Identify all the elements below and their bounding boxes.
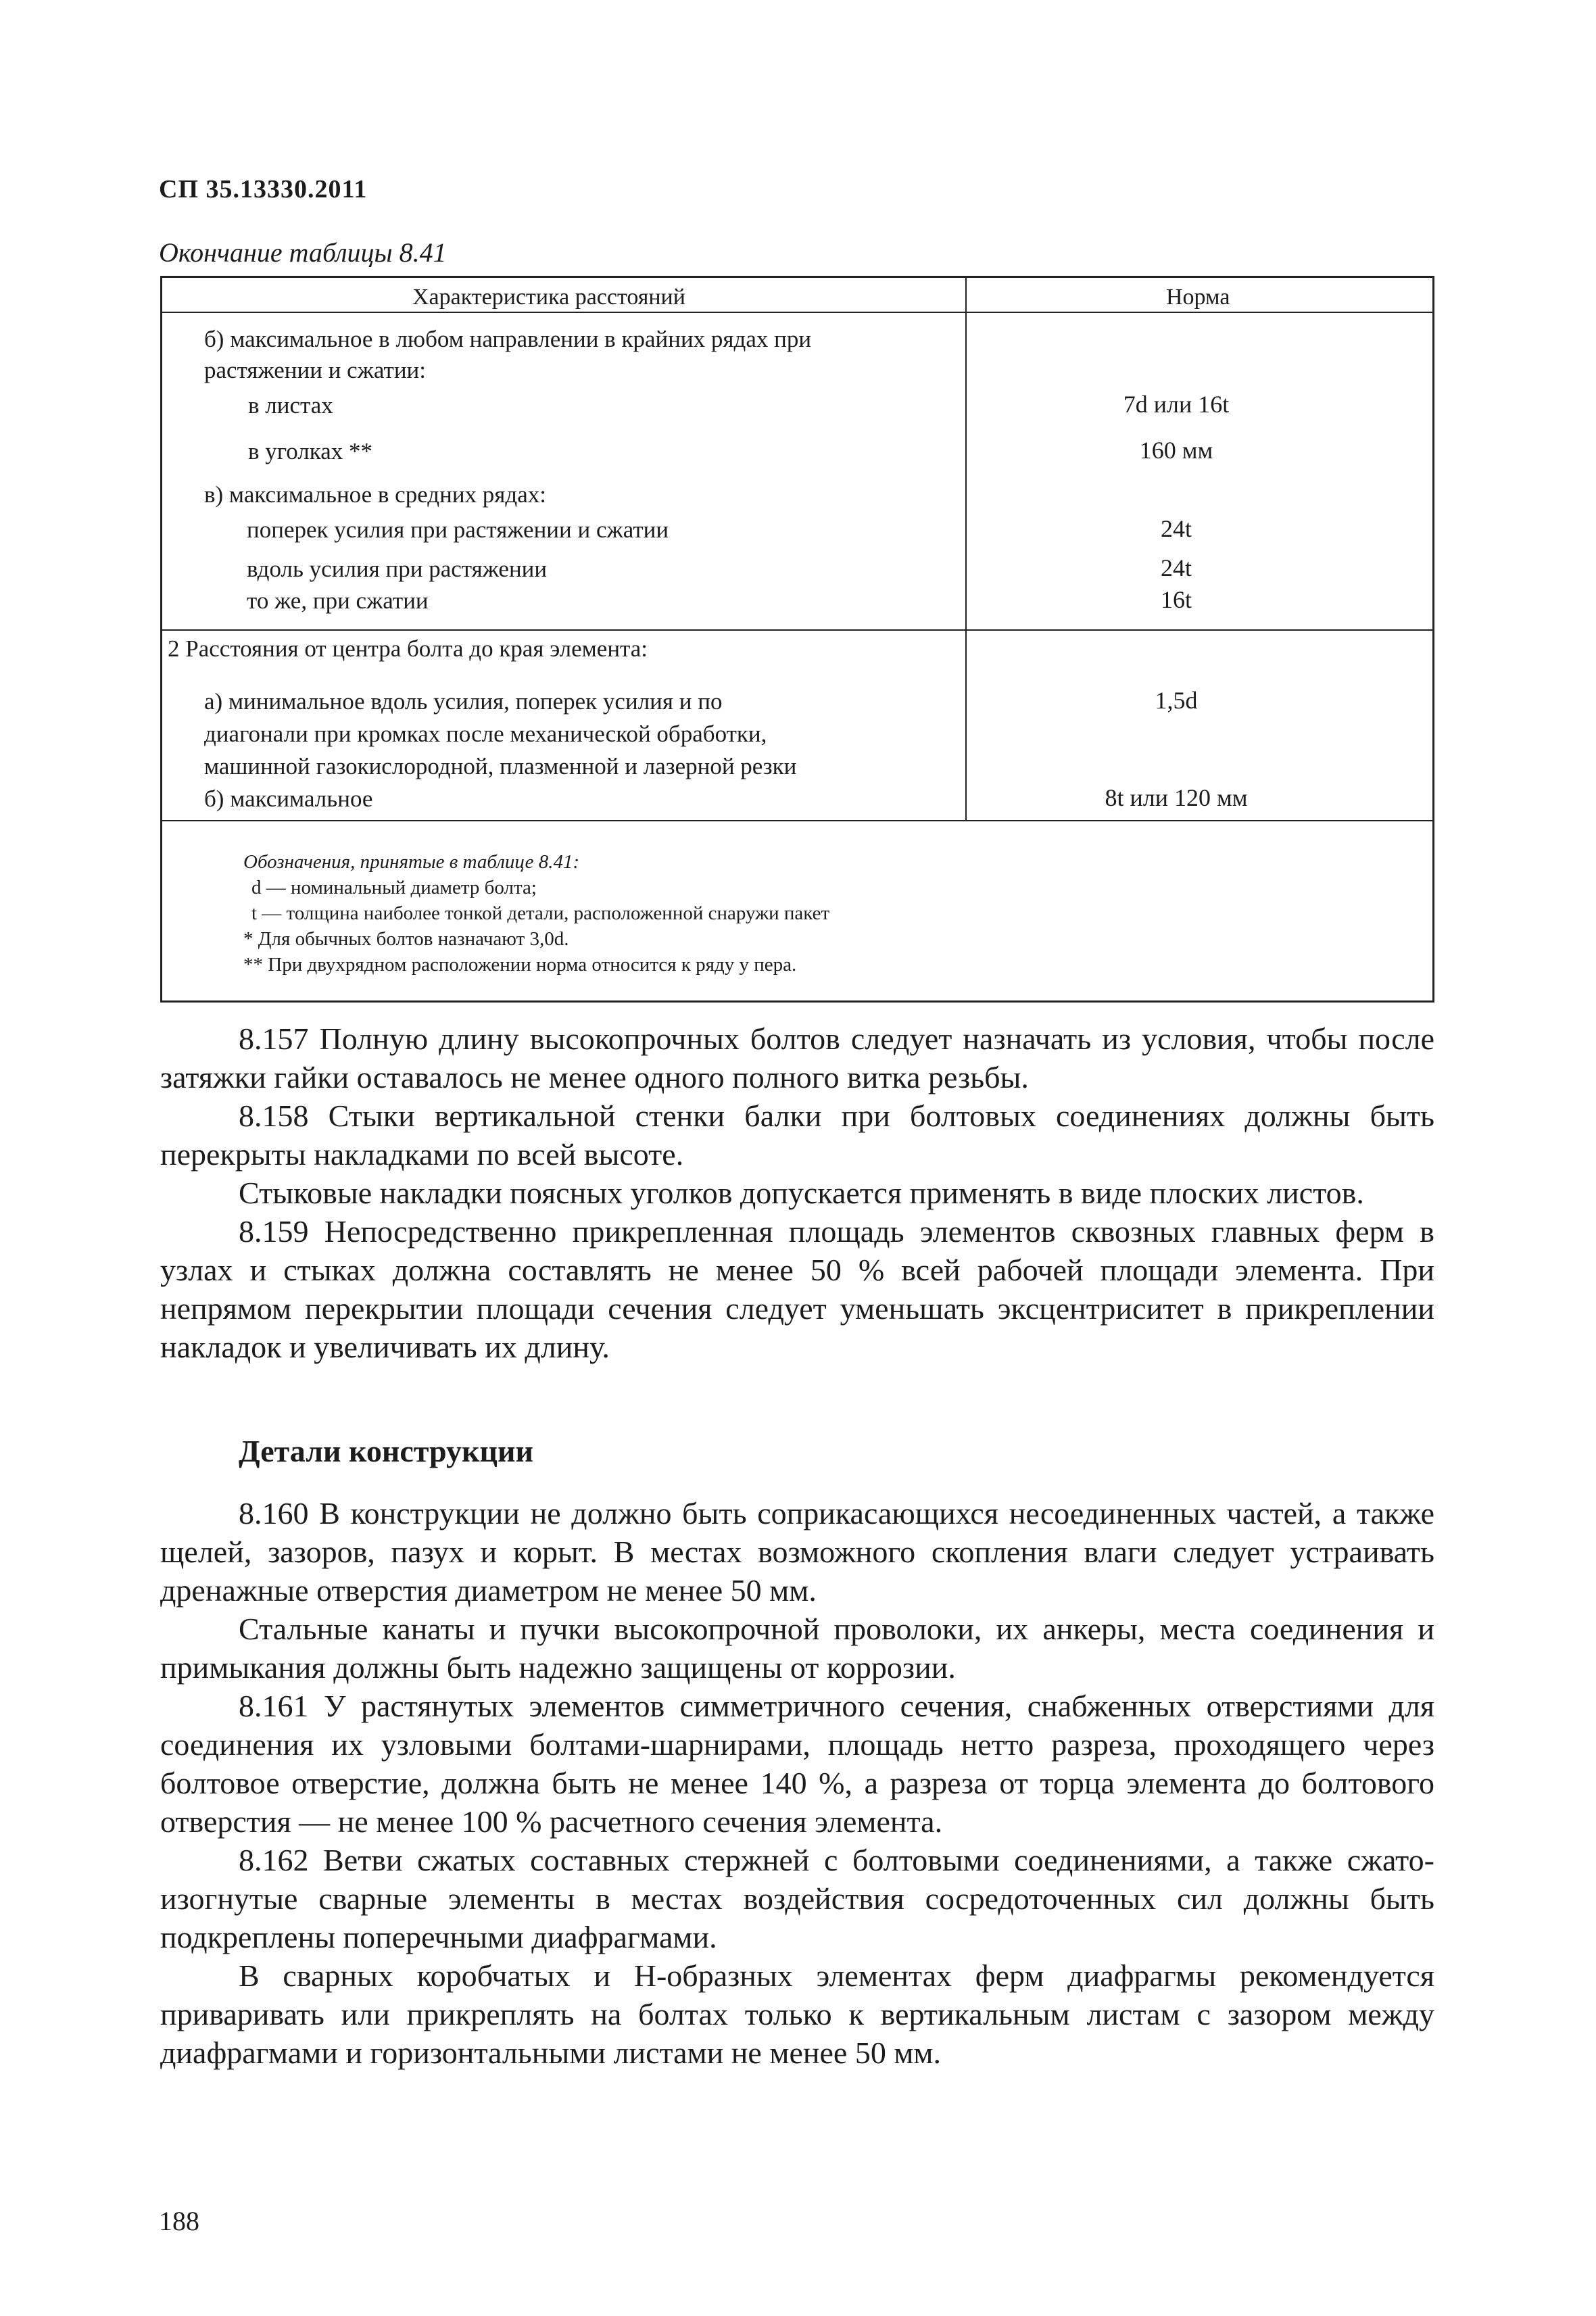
table-cell-norm: 24t bbox=[1160, 554, 1192, 581]
table-cell-text: 2 Расстояния от центра болта до края элемента: bbox=[168, 635, 648, 662]
paragraph: 8.161 У растянутых элементов симметричного сечения, снабженных отверстиями для соединения их узловыми болтами-шарнирами, площадь нетто разреза, проходящего через болтовое отверстие, должна быть не менее 140 %, а разреза от торца элемента до болтового отверстия — не менее 100 % расчетного сечения элемента. bbox=[160, 1689, 1434, 1839]
table-cell-text: в) максимальное в средних рядах: bbox=[204, 481, 546, 508]
table-row-divider bbox=[162, 629, 1432, 631]
paragraph: В сварных коробчатых и Н-образных элементах ферм диафрагмы рекомендуется приваривать или прикреплять на болтах только к вертикальным листам с зазором между диафрагмами и горизонтальными листами не менее 50 мм. bbox=[160, 1958, 1434, 2070]
table-cell-text: в уголках ** bbox=[248, 438, 373, 464]
document-code: СП 35.13330.2011 bbox=[159, 175, 368, 203]
table-cell-text: поперек усилия при растяжении и сжатии bbox=[247, 516, 669, 543]
table-cell-text: растяжении и сжатии: bbox=[204, 357, 427, 383]
table-notes bbox=[243, 849, 829, 978]
table-column-divider bbox=[965, 278, 967, 820]
page-number: 188 bbox=[159, 2206, 199, 2236]
table-cell-norm: 1,5d bbox=[1155, 687, 1198, 714]
notes-title: Обозначения, принятые в таблице 8.41: bbox=[243, 851, 580, 873]
table-notes-divider bbox=[162, 820, 1432, 821]
paragraph: Стальные канаты и пучки высокопрочной проволоки, их анкеры, места соединения и примыкания должны быть надежно защищены от коррозии. bbox=[160, 1612, 1434, 1685]
norms-table bbox=[160, 276, 1434, 1003]
table-cell-norm: 24t bbox=[1160, 515, 1192, 542]
section-heading: Детали конструкции bbox=[239, 1434, 533, 1468]
paragraph: 8.162 Ветви сжатых составных стержней с болтовыми соединениями, а также сжато-изогнутые сварные элементы в местах воздействия сосредоточенных сил должны быть подкреплены поперечными диафрагмами. bbox=[160, 1843, 1434, 1954]
paragraph: 8.157 Полную длину высокопрочных болтов следует назначать из условия, чтобы после затяжки гайки оставалось не менее одного полного витка резьбы. bbox=[160, 1021, 1434, 1094]
table-cell-norm: 160 мм bbox=[1139, 437, 1213, 464]
note-line: d — номинальный диаметр болта; bbox=[251, 877, 537, 898]
column-header-norm: Норма bbox=[1166, 285, 1230, 310]
table-cell-norm: 16t bbox=[1160, 586, 1192, 613]
table-cell-norm: 8t или 120 мм bbox=[1105, 784, 1248, 811]
table-header-divider bbox=[162, 312, 1432, 313]
table-cell-text: а) минимальное вдоль усилия, поперек усилия и по bbox=[204, 688, 723, 715]
table-cell-text: б) максимальное bbox=[204, 786, 373, 812]
table-cell-text: в листах bbox=[248, 392, 333, 418]
table-cell-text: машинной газокислородной, плазменной и лазерной резки bbox=[204, 753, 797, 779]
paragraph: Стыковые накладки поясных уголков допускается применять в виде плоских листов. bbox=[239, 1176, 1364, 1210]
paragraph: 8.159 Непосредственно прикрепленная площадь элементов сквозных главных ферм в узлах и стыках должна составлять не менее 50 % всей рабочей площади элемента. При непрямом перекрытии площади сечения следует уменьшать эксцентриситет в прикреплении накладок и увеличивать их длину. bbox=[160, 1214, 1434, 1364]
table-cell-text: вдоль усилия при растяжении bbox=[247, 556, 548, 582]
column-header-characteristic: Характеристика расстояний bbox=[412, 285, 685, 310]
paragraph: 8.158 Стыки вертикальной стенки балки при болтовых соединениях должны быть перекрыты накладками по всей высоте. bbox=[160, 1099, 1434, 1172]
body-text-section-1 bbox=[160, 1019, 1434, 1366]
note-line: * Для обычных болтов назначают 3,0d. bbox=[243, 928, 569, 950]
table-cell-norm: 7d или 16t bbox=[1123, 391, 1230, 418]
note-line: ** При двухрядном расположении норма относится к ряду у пера. bbox=[243, 954, 797, 975]
paragraph: 8.160 В конструкции не должно быть соприкасающихся несоединенных частей, а также щелей, зазоров, пазух и корыт. В местах возможного скопления влаги следует устраивать дренажные отверстия диаметром не менее 50 мм. bbox=[160, 1496, 1434, 1608]
table-cell-text: то же, при сжатии bbox=[247, 587, 429, 614]
table-cell-text: диагонали при кромках после механической обработки, bbox=[204, 721, 767, 747]
body-text-section-2 bbox=[160, 1494, 1434, 2072]
note-line: t — толщина наиболее тонкой детали, расположенной снаружи пакет bbox=[251, 902, 830, 924]
table-caption: Окончание таблицы 8.41 bbox=[159, 237, 447, 268]
table-cell-text: б) максимальное в любом направлении в крайних рядах при bbox=[204, 326, 812, 352]
